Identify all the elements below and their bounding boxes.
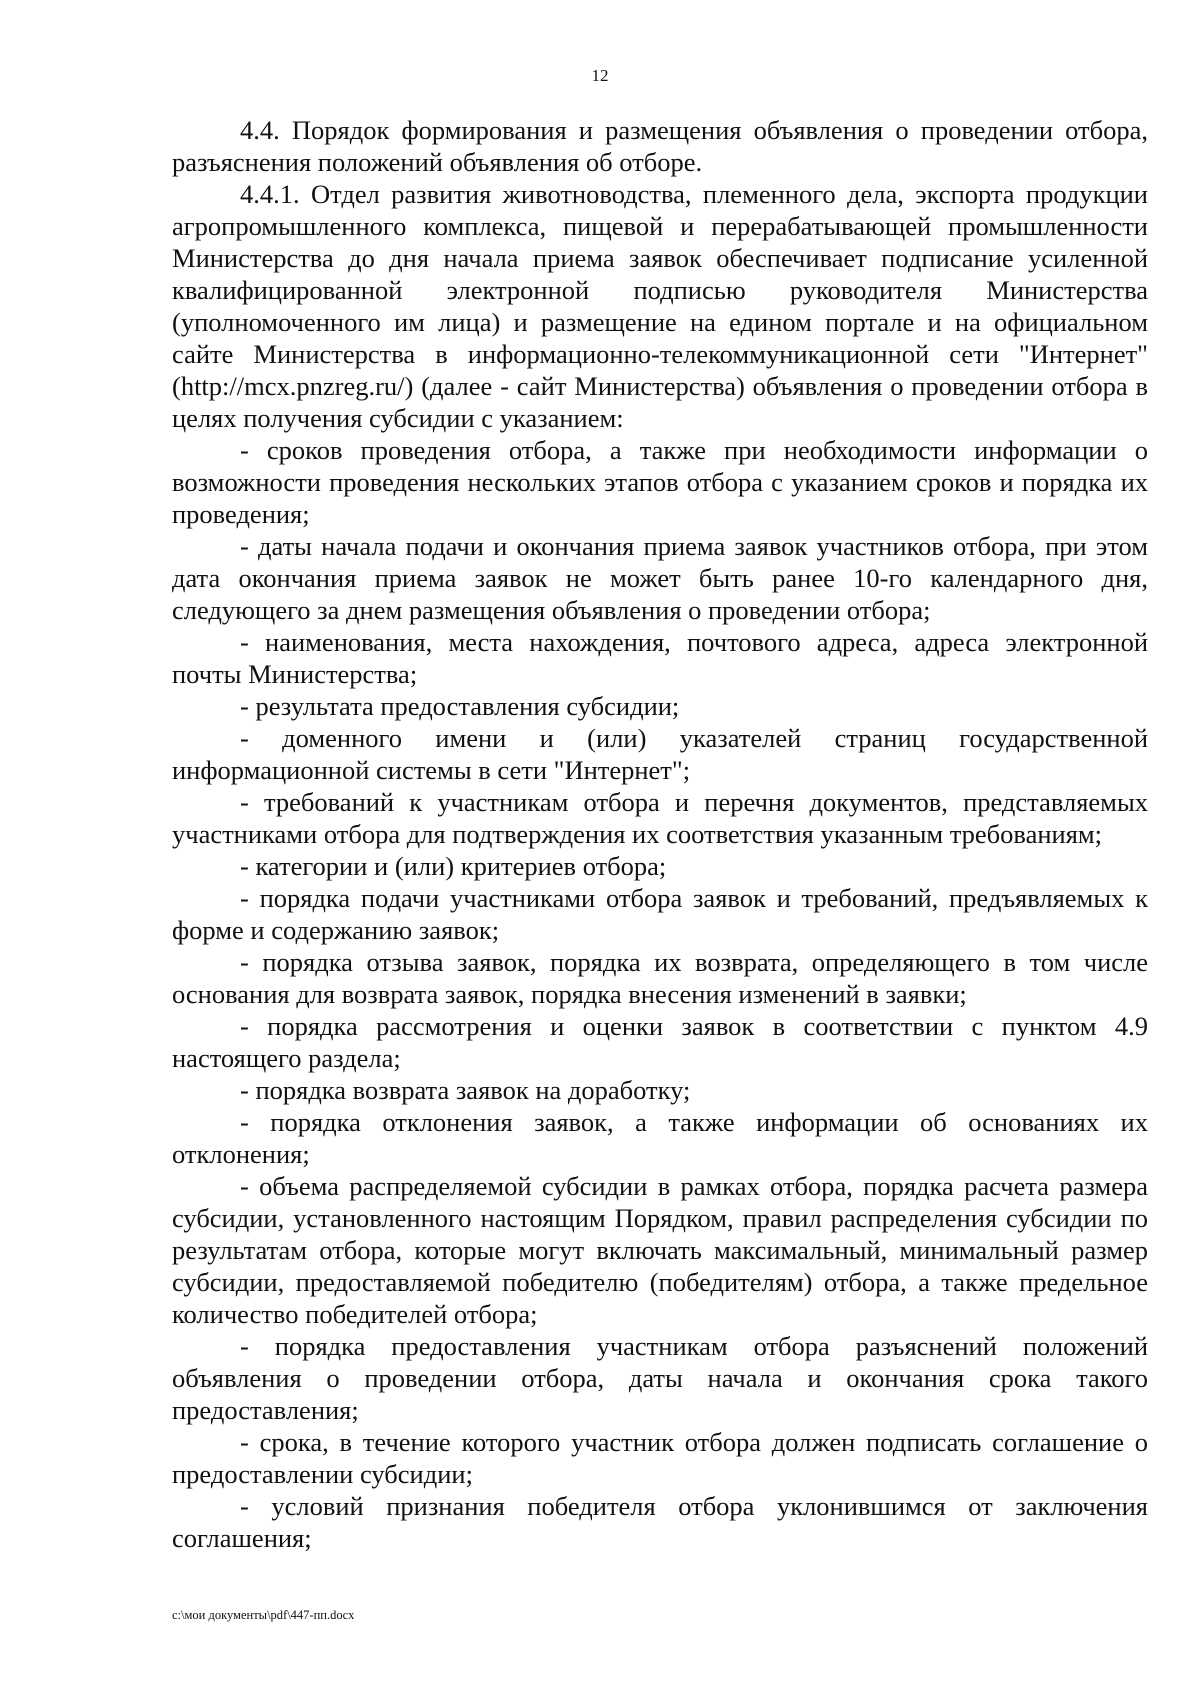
- paragraph: - порядка рассмотрения и оценки заявок в соответствии с пунктом 4.9 настоящего раздела;: [172, 1011, 1148, 1073]
- paragraph: - срока, в течение которого участник отбора должен подписать соглашение о предоставлении субсидии;: [172, 1427, 1148, 1489]
- paragraph: - требований к участникам отбора и перечня документов, представляемых участниками отбора для подтверждения их соответствия указанным требованиям;: [172, 787, 1148, 849]
- paragraph: - порядка отклонения заявок, а также информации об основаниях их отклонения;: [172, 1107, 1148, 1169]
- paragraph: 4.4. Порядок формирования и размещения объявления о проведении отбора, разъяснения положений объявления об отборе.: [172, 115, 1148, 177]
- paragraph: - объема распределяемой субсидии в рамках отбора, порядка расчета размера субсидии, установленного настоящим Порядком, правил распределения субсидии по результатам отбора, которые могут включать максимальный, минимальный размер субсидии, предоставляемой победителю (победителям) отбора, а также предельное количество победителей отбора;: [172, 1171, 1148, 1329]
- paragraph: - порядка подачи участниками отбора заявок и требований, предъявляемых к форме и содержанию заявок;: [172, 883, 1148, 945]
- paragraph: - наименования, места нахождения, почтового адреса, адреса электронной почты Министерства;: [172, 627, 1148, 689]
- paragraph: - сроков проведения отбора, а также при необходимости информации о возможности проведения нескольких этапов отбора с указанием сроков и порядка их проведения;: [172, 435, 1148, 529]
- paragraph: - категории и (или) критериев отбора;: [240, 851, 667, 881]
- paragraph: - порядка возврата заявок на доработку;: [240, 1075, 691, 1105]
- paragraph: - условий признания победителя отбора уклонившимся от заключения соглашения;: [172, 1491, 1148, 1553]
- paragraph: - результата предоставления субсидии;: [240, 691, 680, 721]
- paragraph: - порядка отзыва заявок, порядка их возврата, определяющего в том числе основания для возврата заявок, порядка внесения изменений в заявки;: [172, 947, 1148, 1009]
- paragraph: - даты начала подачи и окончания приема заявок участников отбора, при этом дата окончания приема заявок не может быть ранее 10-го календарного дня, следующего за днем размещения объявления о проведении отбора;: [172, 531, 1148, 625]
- paragraph: 4.4.1. Отдел развития животноводства, племенного дела, экспорта продукции агропромышленного комплекса, пищевой и перерабатывающей промышленности Министерства до дня начала приема заявок обеспечивает подписание усиленной квалифицированной электронной подписью руководителя Министерства (уполномоченного им лица) и размещение на едином портале и на официальном сайте Министерства в информационно-телекоммуникационной сети "Интернет" (http://mcx.pnzreg.ru/) (далее - сайт Министерства) объявления о проведении отбора в целях получения субсидии с указанием:: [172, 179, 1148, 433]
- footer-file-path: c:\мои документы\pdf\447-пп.docx: [172, 1608, 355, 1622]
- paragraph: - доменного имени и (или) указателей страниц государственной информационной системы в сети "Интернет";: [172, 723, 1148, 785]
- document-body: [172, 114, 1148, 1554]
- paragraph: - порядка предоставления участникам отбора разъяснений положений объявления о проведении отбора, даты начала и окончания срока такого предоставления;: [172, 1331, 1148, 1425]
- page-number: 12: [591, 66, 609, 85]
